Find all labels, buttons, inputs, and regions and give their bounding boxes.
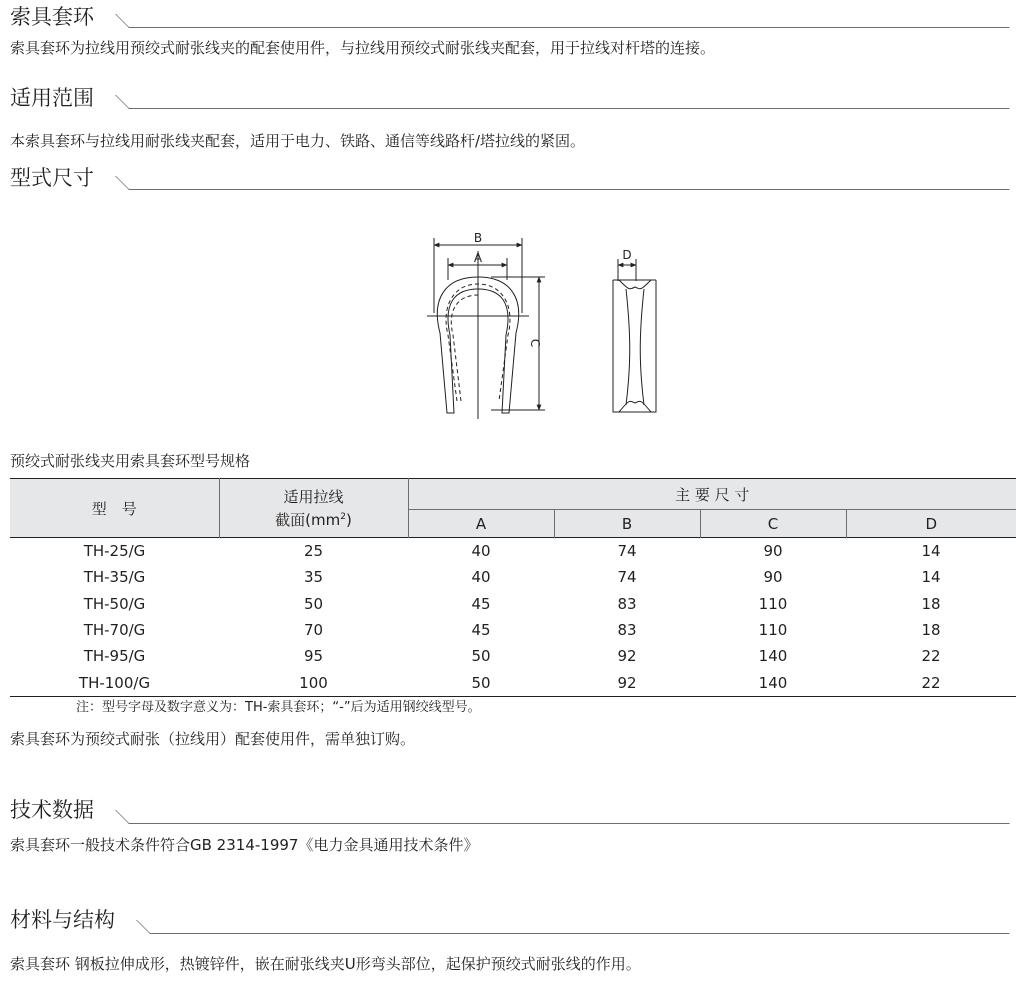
dim-label-a: A <box>473 251 483 265</box>
cell-section: 35 <box>303 568 324 587</box>
cell-a: 40 <box>471 568 491 587</box>
cell-section: 100 <box>299 673 328 692</box>
cell-a: 45 <box>471 594 491 613</box>
heading-rule <box>115 14 1010 28</box>
section-title-thimble: 索具套环 <box>10 5 94 29</box>
cell-d: 18 <box>921 621 941 640</box>
section-title-material: 材料与结构 <box>10 908 115 932</box>
cell-model: TH-50/G <box>83 594 146 613</box>
dim-label-b: B <box>473 231 483 245</box>
cell-a: 40 <box>471 542 491 561</box>
table-row <box>10 591 1016 617</box>
cell-model: TH-25/G <box>83 542 146 561</box>
cell-section: 50 <box>303 594 324 613</box>
cell-a: 50 <box>471 647 491 666</box>
cell-d: 14 <box>921 542 941 561</box>
col-a-header: A <box>408 510 554 538</box>
cell-a: 50 <box>471 673 491 692</box>
cell-c: 140 <box>758 673 788 692</box>
cell-section: 25 <box>303 542 324 561</box>
cell-c: 90 <box>763 568 783 587</box>
table-row <box>10 643 1016 669</box>
cell-section: 70 <box>303 621 324 640</box>
cell-b: 74 <box>617 568 637 587</box>
cell-b: 92 <box>617 673 637 692</box>
col-dims-header: 主 要 尺 寸 <box>408 479 1016 510</box>
table-row <box>10 669 1016 696</box>
cell-c: 110 <box>758 621 788 640</box>
section-title-scope: 适用范围 <box>10 86 94 110</box>
dim-label-d: D <box>622 248 632 262</box>
col-b-header: B <box>554 510 700 538</box>
cell-b: 83 <box>617 594 637 613</box>
section-title-dimensions: 型式尺寸 <box>10 166 94 190</box>
table-row <box>10 538 1016 565</box>
cell-model: TH-100/G <box>78 673 151 692</box>
cell-c: 110 <box>758 594 788 613</box>
spec-table <box>10 478 1016 697</box>
section-text-material: 索具套环 钢板拉伸成形，热镀锌件，嵌在耐张线夹U形弯头部位，起保护预绞式耐张线的作用。 <box>10 955 641 973</box>
col-model-header: 型 号 <box>10 479 219 538</box>
col-d-header: D <box>846 510 1016 538</box>
cell-c: 90 <box>763 542 783 561</box>
cell-model: TH-95/G <box>83 647 146 666</box>
table-row <box>10 617 1016 643</box>
cell-model: TH-70/G <box>83 621 146 640</box>
cell-section: 95 <box>303 647 324 666</box>
cell-a: 45 <box>471 621 491 640</box>
cell-d: 14 <box>921 568 941 587</box>
cell-b: 83 <box>617 621 637 640</box>
section-text-scope: 本索具套环与拉线用耐张线夹配套，适用于电力、铁路、通信等线路杆/塔拉线的紧固。 <box>10 132 586 150</box>
cell-c: 140 <box>758 647 788 666</box>
cell-b: 74 <box>617 542 637 561</box>
heading-rule <box>115 176 1010 190</box>
section-text-tech-data: 索具套环一般技术条件符合GB 2314-1997《电力金具通用技术条件》 <box>10 836 479 854</box>
cell-d: 22 <box>921 647 941 666</box>
heading-rule <box>136 920 1010 934</box>
table-note: 注：型号字母及数字意义为：TH-索具套环；“-”后为适用钢绞线型号。 <box>76 700 481 715</box>
col-section-header: 适用拉线 截面$(mm^2)$ <box>219 479 408 538</box>
dim-label-c: C <box>528 338 542 348</box>
section-title-tech-data: 技术数据 <box>10 798 94 822</box>
heading-rule <box>115 95 1010 109</box>
thimble-dimension-drawing <box>405 225 675 425</box>
cell-b: 92 <box>617 647 637 666</box>
col-c-header: C <box>700 510 846 538</box>
cell-d: 18 <box>921 594 941 613</box>
heading-rule <box>115 810 1010 824</box>
section-text-thimble: 索具套环为拉线用预绞式耐张线夹的配套使用件，与拉线用预绞式耐张线夹配套，用于拉线对杆塔的连接。 <box>10 39 716 57</box>
cell-model: TH-35/G <box>83 568 146 587</box>
table-caption: 预绞式耐张线夹用索具套环型号规格 <box>10 452 251 470</box>
cell-d: 22 <box>921 673 941 692</box>
table-row <box>10 564 1016 590</box>
table-remark: 索具套环为预绞式耐张（拉线用）配套使用件，需单独订购。 <box>10 730 416 748</box>
